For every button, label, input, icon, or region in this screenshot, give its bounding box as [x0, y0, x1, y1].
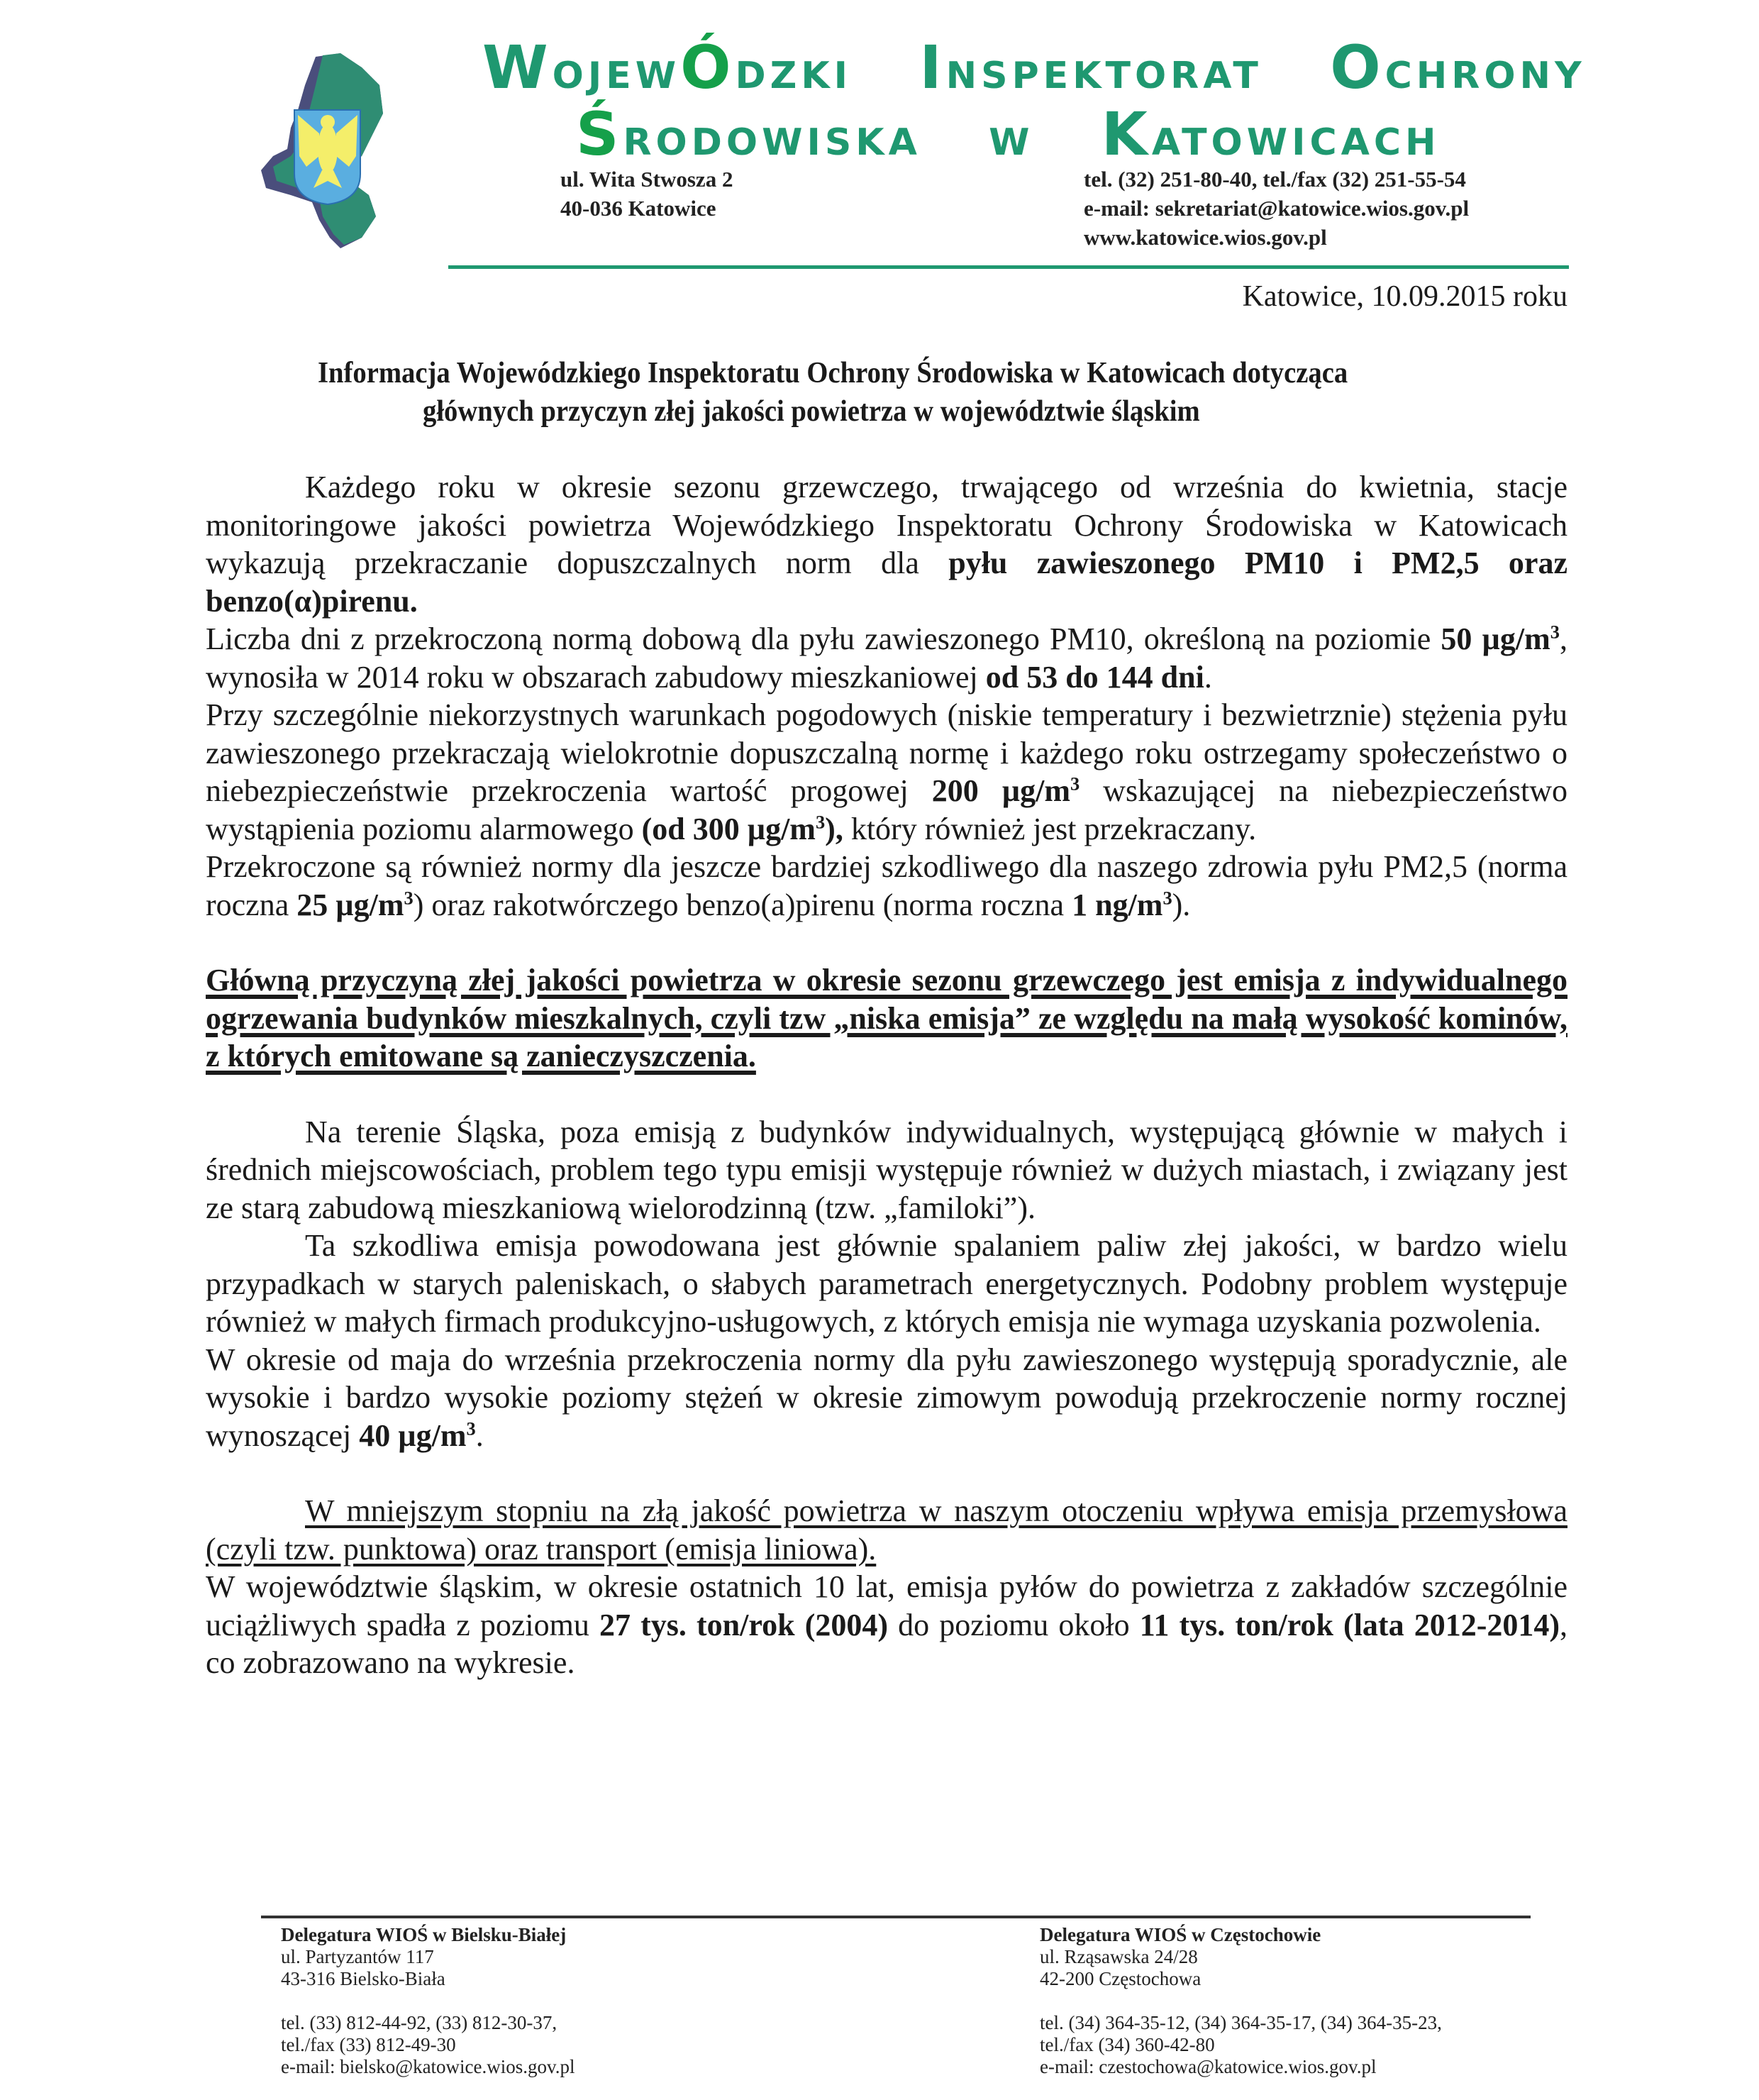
document-body: [206, 468, 1567, 1682]
document-title-line-1: Informacja Wojewódzkiego Inspektoratu Ochrony Środowiska w Katowicach dotycząca: [318, 357, 1348, 389]
paragraph-emission-decline: W województwie śląskim, w okresie ostatnich 10 lat, emisja pyłów do powietrza z zakładów szczególnie uciążliwych spadła z poziomu 27 tys. ton/rok (2004) do poziomu około 11 tys. ton/rok (lata 2012-2014), co zobrazowano na wykresie.: [206, 1569, 1568, 1680]
contact-phone: tel. (32) 251-80-40, tel./fax (32) 251-55-54: [1084, 167, 1466, 192]
paragraph-exceedance-days: Liczba dni z przekroczoną normą dobową dla pyłu zawieszonego PM10, określoną na poziomie 50 $\mu g/m^3$, wynosiła w 2014 roku w obszarach zabudowy mieszkaniowej od 53 do 144 dni.: [206, 621, 1567, 695]
footer-divider: [261, 1916, 1531, 1918]
branch-phone: tel. (34) 364-35-12, (34) 364-35-17, (34) 364-35-23,: [1040, 2012, 1442, 2033]
org-name-line-1: WojewÓdzki Inspektorat Ochrony: [482, 33, 1586, 102]
paragraph-summer-exceedance: W okresie od maja do września przekroczenia normy dla pyłu zawieszonego występują sporadycznie, ale wysokie i bardzo wysokie poziomy stężeń w okresie zimowym powodują przekroczenie normy rocznej wynoszącej 40 $\mu g/m^3$.: [206, 1342, 1567, 1453]
address-city: 40-036 Katowice: [560, 196, 716, 221]
branch-street: ul. Rząsawska 24/28: [1040, 1946, 1198, 1967]
silesia-coat-of-arms-logo-icon: [248, 43, 390, 255]
headquarters-address: [560, 165, 733, 223]
branch-city: 42-200 Częstochowa: [1040, 1968, 1202, 1989]
paragraph-alarm-levels: Przy szczególnie niekorzystnych warunkach pogodowych (niskie temperatury i bezwietrznie) stężenia pyłu zawieszonego przekraczają wielokrotnie dopuszczalną normę i każdego roku ostrzegamy społeczeństwo o niebezpieczeństwie przekroczenia wartość progowej 200 $\mu g/m^3$ wskazującej na niebezpieczeństwo wystąpienia poziomu alarmowego (od 300 $\mu g/m^3$), który również jest przekraczany.: [206, 697, 1567, 846]
branch-email[interactable]: e-mail: bielsko@katowice.wios.gov.pl: [281, 2056, 575, 2077]
paragraph-silesia-emission: Na terenie Śląska, poza emisją z budynków indywidualnych, występującą głównie w małych i średnich miejscowościach, problem tego typu emisji występuje również w dużych miastach, i związany jest ze starą zabudową mieszkaniową wielorodzinną (tzw. „familoki”).: [206, 1114, 1567, 1225]
document-date: Katowice, 10.09.2015 roku: [1242, 280, 1567, 313]
org-name-line-2: Środowiska w Katowicach: [576, 99, 1441, 169]
footer-branch-bielsko: [281, 1924, 575, 2078]
footer-branch-czestochowa: [1040, 1924, 1442, 2078]
branch-fax: tel./fax (34) 360-42-80: [1040, 2034, 1215, 2055]
branch-name: Delegatura WIOŚ w Częstochowie: [1040, 1924, 1321, 1945]
address-street: ul. Wita Stwosza 2: [560, 167, 733, 192]
branch-email[interactable]: e-mail: czestochowa@katowice.wios.gov.pl: [1040, 2056, 1377, 2077]
paragraph-heating-season: Każdego roku w okresie sezonu grzewczego, trwającego od września do kwietnia, stacje monitoringowe jakości powietrza Wojewódzkiego Inspektoratu Ochrony Środowiska w Katowicach wykazują przekraczanie dopuszczalnych norm dla pyłu zawieszonego PM10 i PM2,5 oraz benzo(α)pirenu.: [206, 470, 1567, 619]
contact-email[interactable]: e-mail: sekretariat@katowice.wios.gov.pl: [1084, 196, 1470, 221]
spacer: [281, 1990, 575, 2012]
paragraph-pm25-norms: Przekroczone są również normy dla jeszcze bardziej szkodliwego dla naszego zdrowia pyłu PM2,5 (norma roczna 25 $\mu g/m^3$) oraz rakotwórczego benzo(a)pirenu (norma roczna 1 $ng/m^3$).: [206, 849, 1567, 922]
paragraph-industrial-emission: W mniejszym stopniu na złą jakość powietrza w naszym otoczeniu wpływa emisja przemysłowa (czyli tzw. punktowa) oraz transport (emisja liniowa).: [206, 1493, 1567, 1566]
branch-city: 43-316 Bielsko-Biała: [281, 1968, 445, 1989]
branch-phone: tel. (33) 812-44-92, (33) 812-30-37,: [281, 2012, 557, 2033]
document-title-line-2: głównych przyczyn złej jakości powietrza w województwie śląskim: [423, 395, 1200, 428]
spacer: [1040, 1990, 1442, 2012]
headquarters-contact: [1084, 165, 1469, 252]
paragraph-main-cause: Główną przyczyną złej jakości powietrza w okresie sezonu grzewczego jest emisja z indywidualnego ogrzewania budynków mieszkalnych, czyli tzw „niska emisja” ze względu na małą wysokość kominów, z których emitowane są zanieczyszczenia.: [206, 963, 1567, 1073]
contact-website[interactable]: www.katowice.wios.gov.pl: [1084, 225, 1327, 250]
paragraph-harmful-emission: Ta szkodliwa emisja powodowana jest głównie spalaniem paliw złej jakości, w bardzo wielu przypadkach w starych paleniskach, o słabych parametrach energetycznych. Podobny problem występuje również w małych firmach produkcyjno-usługowych, z których emisja nie wymaga uzyskania pozwolenia.: [206, 1228, 1567, 1339]
branch-fax: tel./fax (33) 812-49-30: [281, 2034, 456, 2055]
branch-street: ul. Partyzantów 117: [281, 1946, 434, 1967]
branch-name: Delegatura WIOŚ w Bielsku-Białej: [281, 1924, 567, 1945]
letterhead-divider: [448, 265, 1569, 269]
